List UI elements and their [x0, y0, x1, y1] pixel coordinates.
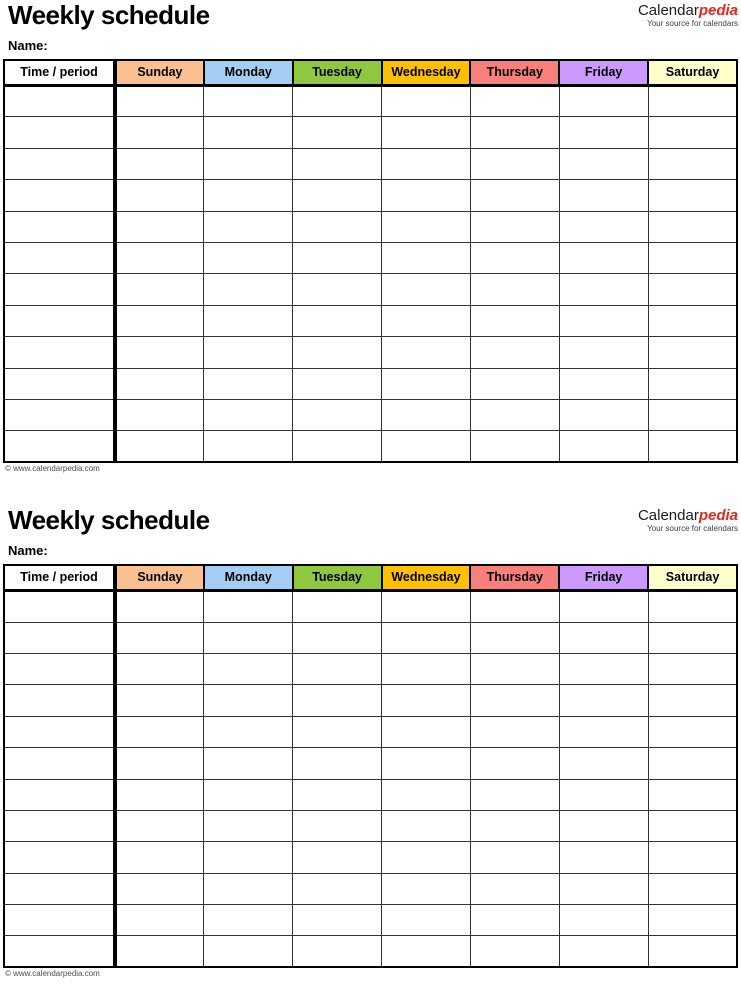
schedule-cell	[115, 905, 204, 936]
time-period-cell	[4, 211, 115, 242]
schedule-cell	[648, 86, 737, 117]
time-period-cell	[4, 685, 115, 716]
schedule-cell	[115, 591, 204, 622]
schedule-cell	[648, 779, 737, 810]
day-header-sunday: Sunday	[115, 60, 204, 86]
time-period-cell	[4, 905, 115, 936]
schedule-row	[4, 431, 737, 462]
time-period-cell	[4, 400, 115, 431]
schedule-cell	[115, 337, 204, 368]
schedule-cell	[382, 400, 471, 431]
schedule-cell	[382, 779, 471, 810]
schedule-cell	[293, 117, 382, 148]
schedule-cell	[204, 905, 293, 936]
schedule-cell	[293, 716, 382, 747]
schedule-cell	[115, 431, 204, 462]
schedule-cell	[559, 337, 648, 368]
schedule-row	[4, 305, 737, 336]
schedule-cell	[559, 305, 648, 336]
calendarpedia-logo	[638, 506, 738, 533]
schedule-cell	[470, 368, 559, 399]
schedule-cell	[470, 180, 559, 211]
schedule-cell	[204, 873, 293, 904]
schedule-cell	[382, 685, 471, 716]
time-period-cell	[4, 180, 115, 211]
schedule-cell	[648, 274, 737, 305]
schedule-cell	[204, 779, 293, 810]
schedule-cell	[293, 211, 382, 242]
schedule-row	[4, 211, 737, 242]
schedule-cell	[382, 180, 471, 211]
time-period-cell	[4, 842, 115, 873]
schedule-row	[4, 779, 737, 810]
time-period-cell	[4, 86, 115, 117]
schedule-cell	[204, 810, 293, 841]
schedule-cell	[470, 653, 559, 684]
schedule-cell	[648, 180, 737, 211]
schedule-cell	[204, 180, 293, 211]
schedule-cell	[559, 591, 648, 622]
schedule-cell	[559, 653, 648, 684]
schedule-cell	[559, 685, 648, 716]
schedule-cell	[382, 117, 471, 148]
schedule-cell	[293, 337, 382, 368]
schedule-cell	[115, 305, 204, 336]
time-period-cell	[4, 779, 115, 810]
schedule-cell	[382, 591, 471, 622]
schedule-cell	[115, 653, 204, 684]
day-header-tuesday: Tuesday	[293, 60, 382, 86]
schedule-cell	[470, 936, 559, 967]
schedule-cell	[559, 243, 648, 274]
schedule-cell	[293, 180, 382, 211]
schedule-cell	[115, 779, 204, 810]
schedule-cell	[382, 873, 471, 904]
schedule-cell	[648, 842, 737, 873]
brand-wordmark	[638, 508, 738, 523]
schedule-cell	[204, 685, 293, 716]
schedule-cell	[470, 274, 559, 305]
schedule-cell	[648, 622, 737, 653]
name-label: Name:	[8, 37, 48, 53]
day-header-wednesday: Wednesday	[382, 60, 471, 86]
schedule-cell	[115, 211, 204, 242]
schedule-cell	[293, 368, 382, 399]
schedule-cell	[470, 685, 559, 716]
time-period-cell	[4, 873, 115, 904]
schedule-row	[4, 337, 737, 368]
schedule-row	[4, 716, 737, 747]
schedule-cell	[293, 748, 382, 779]
schedule-cell	[648, 905, 737, 936]
schedule-cell	[559, 431, 648, 462]
schedule-cell	[470, 86, 559, 117]
schedule-cell	[648, 305, 737, 336]
name-label: Name:	[8, 542, 48, 558]
schedule-row	[4, 748, 737, 779]
schedule-cell	[382, 653, 471, 684]
schedule-cell	[382, 936, 471, 967]
schedule-cell	[559, 86, 648, 117]
schedule-cell	[204, 748, 293, 779]
schedule-cell	[115, 86, 204, 117]
brand-text-black: Calendar	[637, 2, 699, 19]
schedule-row	[4, 591, 737, 622]
schedule-row	[4, 936, 737, 967]
schedule-cell	[204, 86, 293, 117]
schedule-cell	[293, 873, 382, 904]
brand-text-red: pedia	[698, 2, 738, 19]
schedule-cell	[115, 748, 204, 779]
schedule-cell	[204, 591, 293, 622]
schedule-cell	[648, 400, 737, 431]
schedule-cell	[559, 716, 648, 747]
brand-tagline: Your source for calendars	[647, 19, 738, 28]
copyright-note: © www.calendarpedia.com	[5, 969, 100, 979]
schedule-cell	[382, 431, 471, 462]
schedule-cell	[115, 400, 204, 431]
schedule-cell	[382, 148, 471, 179]
schedule-cell	[648, 148, 737, 179]
day-header-thursday: Thursday	[470, 565, 559, 591]
time-period-header: Time / period	[4, 565, 115, 591]
schedule-cell	[115, 810, 204, 841]
schedule-cell	[204, 716, 293, 747]
schedule-cell	[559, 810, 648, 841]
brand-text-red: pedia	[698, 507, 738, 525]
schedule-cell	[648, 716, 737, 747]
schedule-cell	[293, 779, 382, 810]
schedule-cell	[559, 274, 648, 305]
schedule-cell	[293, 305, 382, 336]
schedule-cell	[204, 243, 293, 274]
schedule-row	[4, 873, 737, 904]
schedule-cell	[470, 716, 559, 747]
schedule-row	[4, 368, 737, 399]
schedule-cell	[470, 748, 559, 779]
brand-wordmark	[638, 3, 738, 18]
time-period-cell	[4, 148, 115, 179]
schedule-cell	[648, 431, 737, 462]
calendarpedia-logo	[638, 1, 738, 28]
schedule-cell	[293, 810, 382, 841]
time-period-header: Time / period	[4, 60, 115, 86]
schedule-cell	[559, 873, 648, 904]
schedule-row	[4, 86, 737, 117]
schedule-cell	[204, 622, 293, 653]
schedule-row	[4, 400, 737, 431]
sheet-header	[3, 505, 738, 535]
schedule-row	[4, 810, 737, 841]
time-period-cell	[4, 810, 115, 841]
schedule-cell	[559, 368, 648, 399]
schedule-cell	[648, 211, 737, 242]
schedule-cell	[559, 779, 648, 810]
schedule-cell	[470, 117, 559, 148]
schedule-cell	[470, 591, 559, 622]
time-period-cell	[4, 274, 115, 305]
schedule-cell	[204, 936, 293, 967]
time-period-cell	[4, 936, 115, 967]
schedule-cell	[470, 810, 559, 841]
schedule-cell	[382, 810, 471, 841]
schedule-cell	[204, 368, 293, 399]
schedule-cell	[382, 337, 471, 368]
schedule-cell	[293, 86, 382, 117]
schedule-row	[4, 243, 737, 274]
schedule-row	[4, 622, 737, 653]
time-period-cell	[4, 431, 115, 462]
day-header-sunday: Sunday	[115, 565, 204, 591]
schedule-row	[4, 685, 737, 716]
schedule-cell	[559, 842, 648, 873]
schedule-cell	[204, 337, 293, 368]
schedule-row	[4, 148, 737, 179]
schedule-cell	[115, 274, 204, 305]
schedule-cell	[470, 243, 559, 274]
day-header-saturday: Saturday	[648, 565, 737, 591]
schedule-cell	[559, 622, 648, 653]
schedule-cell	[648, 873, 737, 904]
schedule-cell	[559, 905, 648, 936]
time-period-cell	[4, 716, 115, 747]
schedule-cell	[470, 431, 559, 462]
schedule-cell	[648, 337, 737, 368]
schedule-cell	[293, 622, 382, 653]
schedule-cell	[115, 716, 204, 747]
schedule-cell	[115, 368, 204, 399]
schedule-cell	[559, 148, 648, 179]
schedule-cell	[293, 591, 382, 622]
brand-text-black: Calendar	[637, 507, 699, 525]
schedule-cell	[559, 180, 648, 211]
schedule-cell	[559, 936, 648, 967]
schedule-cell	[204, 211, 293, 242]
sheet-header	[3, 0, 738, 30]
schedule-row	[4, 905, 737, 936]
schedule-row	[4, 842, 737, 873]
schedule-cell	[115, 180, 204, 211]
schedule-cell	[115, 873, 204, 904]
schedule-cell	[648, 936, 737, 967]
schedule-cell	[293, 274, 382, 305]
schedule-row	[4, 274, 737, 305]
schedule-cell	[115, 117, 204, 148]
schedule-cell	[648, 117, 737, 148]
schedule-cell	[648, 653, 737, 684]
schedule-cell	[470, 337, 559, 368]
schedule-cell	[470, 842, 559, 873]
time-period-cell	[4, 305, 115, 336]
schedule-cell	[470, 211, 559, 242]
schedule-cell	[648, 591, 737, 622]
schedule-sheet-top	[3, 0, 738, 474]
day-header-thursday: Thursday	[470, 60, 559, 86]
schedule-cell	[382, 86, 471, 117]
schedule-cell	[470, 873, 559, 904]
schedule-cell	[382, 622, 471, 653]
schedule-cell	[382, 716, 471, 747]
weekly-schedule-table	[3, 564, 738, 969]
schedule-cell	[382, 211, 471, 242]
schedule-cell	[115, 685, 204, 716]
schedule-cell	[382, 842, 471, 873]
schedule-cell	[115, 622, 204, 653]
schedule-cell	[115, 842, 204, 873]
schedule-cell	[293, 905, 382, 936]
day-header-monday: Monday	[204, 60, 293, 86]
schedule-cell	[382, 905, 471, 936]
schedule-cell	[293, 653, 382, 684]
schedule-cell	[648, 685, 737, 716]
schedule-cell	[115, 148, 204, 179]
schedule-cell	[293, 431, 382, 462]
schedule-cell	[470, 305, 559, 336]
day-header-saturday: Saturday	[648, 60, 737, 86]
schedule-cell	[559, 211, 648, 242]
schedule-row	[4, 180, 737, 211]
schedule-cell	[382, 368, 471, 399]
time-period-cell	[4, 243, 115, 274]
schedule-cell	[204, 842, 293, 873]
day-header-monday: Monday	[204, 565, 293, 591]
schedule-cell	[648, 243, 737, 274]
schedule-cell	[204, 305, 293, 336]
schedule-cell	[382, 243, 471, 274]
schedule-cell	[470, 148, 559, 179]
schedule-cell	[204, 400, 293, 431]
schedule-cell	[382, 274, 471, 305]
schedule-cell	[470, 622, 559, 653]
schedule-cell	[204, 274, 293, 305]
time-period-cell	[4, 748, 115, 779]
day-header-friday: Friday	[559, 60, 648, 86]
time-period-cell	[4, 337, 115, 368]
brand-tagline: Your source for calendars	[647, 524, 738, 534]
time-period-cell	[4, 591, 115, 622]
schedule-sheet-bottom	[3, 505, 738, 979]
day-header-wednesday: Wednesday	[382, 565, 471, 591]
time-period-cell	[4, 117, 115, 148]
time-period-cell	[4, 368, 115, 399]
weekly-schedule-table	[3, 59, 738, 464]
schedule-cell	[470, 779, 559, 810]
schedule-cell	[648, 368, 737, 399]
page-title: Weekly schedule	[8, 505, 210, 536]
schedule-cell	[204, 431, 293, 462]
copyright-note: © www.calendarpedia.com	[5, 464, 100, 474]
schedule-cell	[293, 842, 382, 873]
schedule-cell	[204, 653, 293, 684]
day-header-tuesday: Tuesday	[293, 565, 382, 591]
schedule-row	[4, 117, 737, 148]
schedule-cell	[293, 148, 382, 179]
schedule-cell	[470, 400, 559, 431]
schedule-cell	[115, 243, 204, 274]
schedule-cell	[382, 305, 471, 336]
day-header-friday: Friday	[559, 565, 648, 591]
schedule-cell	[204, 148, 293, 179]
schedule-cell	[559, 400, 648, 431]
schedule-cell	[648, 748, 737, 779]
schedule-cell	[293, 400, 382, 431]
schedule-cell	[204, 117, 293, 148]
schedule-cell	[470, 905, 559, 936]
schedule-cell	[293, 685, 382, 716]
schedule-cell	[115, 936, 204, 967]
schedule-cell	[293, 243, 382, 274]
schedule-cell	[293, 936, 382, 967]
page-title: Weekly schedule	[8, 0, 210, 30]
time-period-cell	[4, 653, 115, 684]
time-period-cell	[4, 622, 115, 653]
schedule-row	[4, 653, 737, 684]
schedule-cell	[648, 810, 737, 841]
schedule-cell	[559, 117, 648, 148]
schedule-cell	[559, 748, 648, 779]
schedule-cell	[382, 748, 471, 779]
